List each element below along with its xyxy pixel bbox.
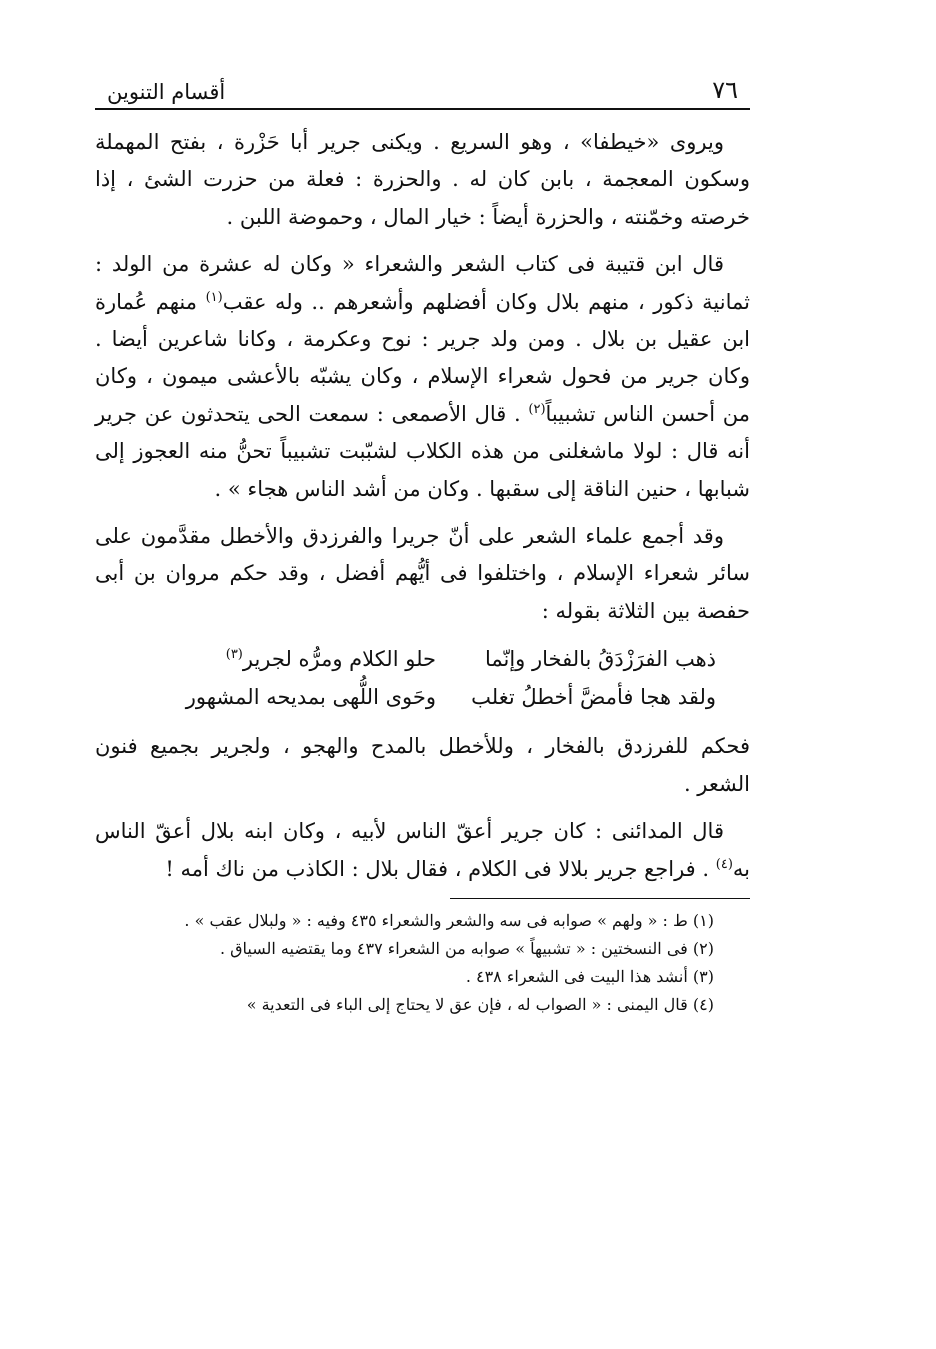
paragraph-text: . قال الأصمعى : سمعت الحى يتحدثون عن جرير أنه قال : لولا ماشغلنى من هذه الكلاب لشبّبت تشبيباً تحنُّ منه العجوز إلى شبابها ، حنين الناقة إلى سقبها . وكان من أشد الناس هجاء » . (95, 401, 750, 501)
paragraph-text: قال المدائنى : كان جرير أعقّ الناس لأبيه ، وكان ابنه بلال أعقّ الناس به (95, 819, 750, 881)
paragraph-text: منهم عُمارة ابن عقيل بن بلال . ومن ولد جرير : نوح وعكرمة ، وكانا شاعرين أيضا . وكان جرير من فحول شعراء الإسلام ، وكان يشبّه بالأعشى ميمون ، وكان من أحسن الناس تشبيباً (95, 289, 750, 426)
verse-line (95, 678, 716, 716)
footnote-rule (450, 898, 750, 899)
footnotes-section (95, 898, 750, 1019)
verse-second-hemistich: وحَوى اللُّهى بمديحه المشهور (185, 685, 436, 710)
paragraph-text: فحكم للفرزدق بالفخار ، وللأخطل بالمدح والهجو ، ولجرير بجميع فنون الشعر . (95, 734, 750, 796)
verse-text: حلو الكلام ومرُّه لجرير (242, 647, 436, 672)
paragraph-text: قال ابن قتيبة فى كتاب الشعر والشعراء « وكان له عشرة من الولد : ثمانية ذكور ، منهم بلال وكان أفضلهم وأشعرهم .. وله عقب (95, 252, 751, 314)
book-page (95, 70, 750, 1019)
footnote-marker: (٢) (528, 401, 546, 417)
footnote-list (95, 907, 750, 1019)
poem-verses (95, 640, 750, 716)
verse-line (95, 640, 716, 678)
verse-second-hemistich (136, 640, 436, 678)
paragraph (95, 124, 750, 236)
verse-first-hemistich: ذهب الفرَزْدَقُ بالفخار وإنّما (484, 647, 716, 672)
footnote-marker: (٤) (715, 856, 733, 872)
page-number: ٧٦ (712, 76, 738, 104)
page-body (95, 124, 750, 888)
page-header (95, 70, 750, 110)
verse-first-hemistich: ولقد هجا فأمضَّ أخطلُ تغلب (471, 685, 716, 710)
paragraph (95, 813, 750, 888)
paragraph-text: ويروى «خيطفا» ، وهو السريع . ويكنى جرير أبا حَزْرة ، بفتح المهملة وسكون المعجمة ، بابن كان له . والحزرة : فعلة من حزرت الشئ ، إذا خرصته وخمّنته ، والحزرة أيضاً : خيار المال ، وحموضة اللبن . (95, 130, 750, 229)
paragraph (95, 246, 750, 508)
footnote: (٣) أنشد هذا البيت فى الشعراء ٤٣٨ . (465, 966, 714, 986)
paragraph (95, 518, 750, 630)
paragraph-text: . فراجع جرير بلالا فى الكلام ، فقال بلال : الكاذب من ناك أمه ! (165, 856, 716, 881)
footnote: (٤) قال اليمنى : « الصواب له ، فإن عق لا يحتاج إلى الباء فى التعدية » (246, 994, 714, 1014)
running-title: أقسام التنوين (107, 80, 226, 104)
footnote-marker: (٣) (225, 647, 243, 663)
footnote-marker: (١) (205, 289, 223, 305)
paragraph (95, 728, 750, 803)
footnote: (١) ط : « ولهم » صوابه فى سه والشعر والشعراء ٤٣٥ وفيه : « ولبلال عقب » . (184, 910, 714, 930)
footnote: (٢) فى النسختين : « تشبيهاً » صوابه من الشعراء ٤٣٧ وما يقتضيه السياق . (219, 938, 714, 958)
paragraph-text: وقد أجمع علماء الشعر على أنّ جريرا والفرزدق والأخطل مقدَّمون على سائر شعراء الإسلام ، واختلفوا فى أيُّهم أفضل ، وقد حكم مروان بن أبى حفصة بين الثلاثة بقوله : (95, 524, 750, 623)
